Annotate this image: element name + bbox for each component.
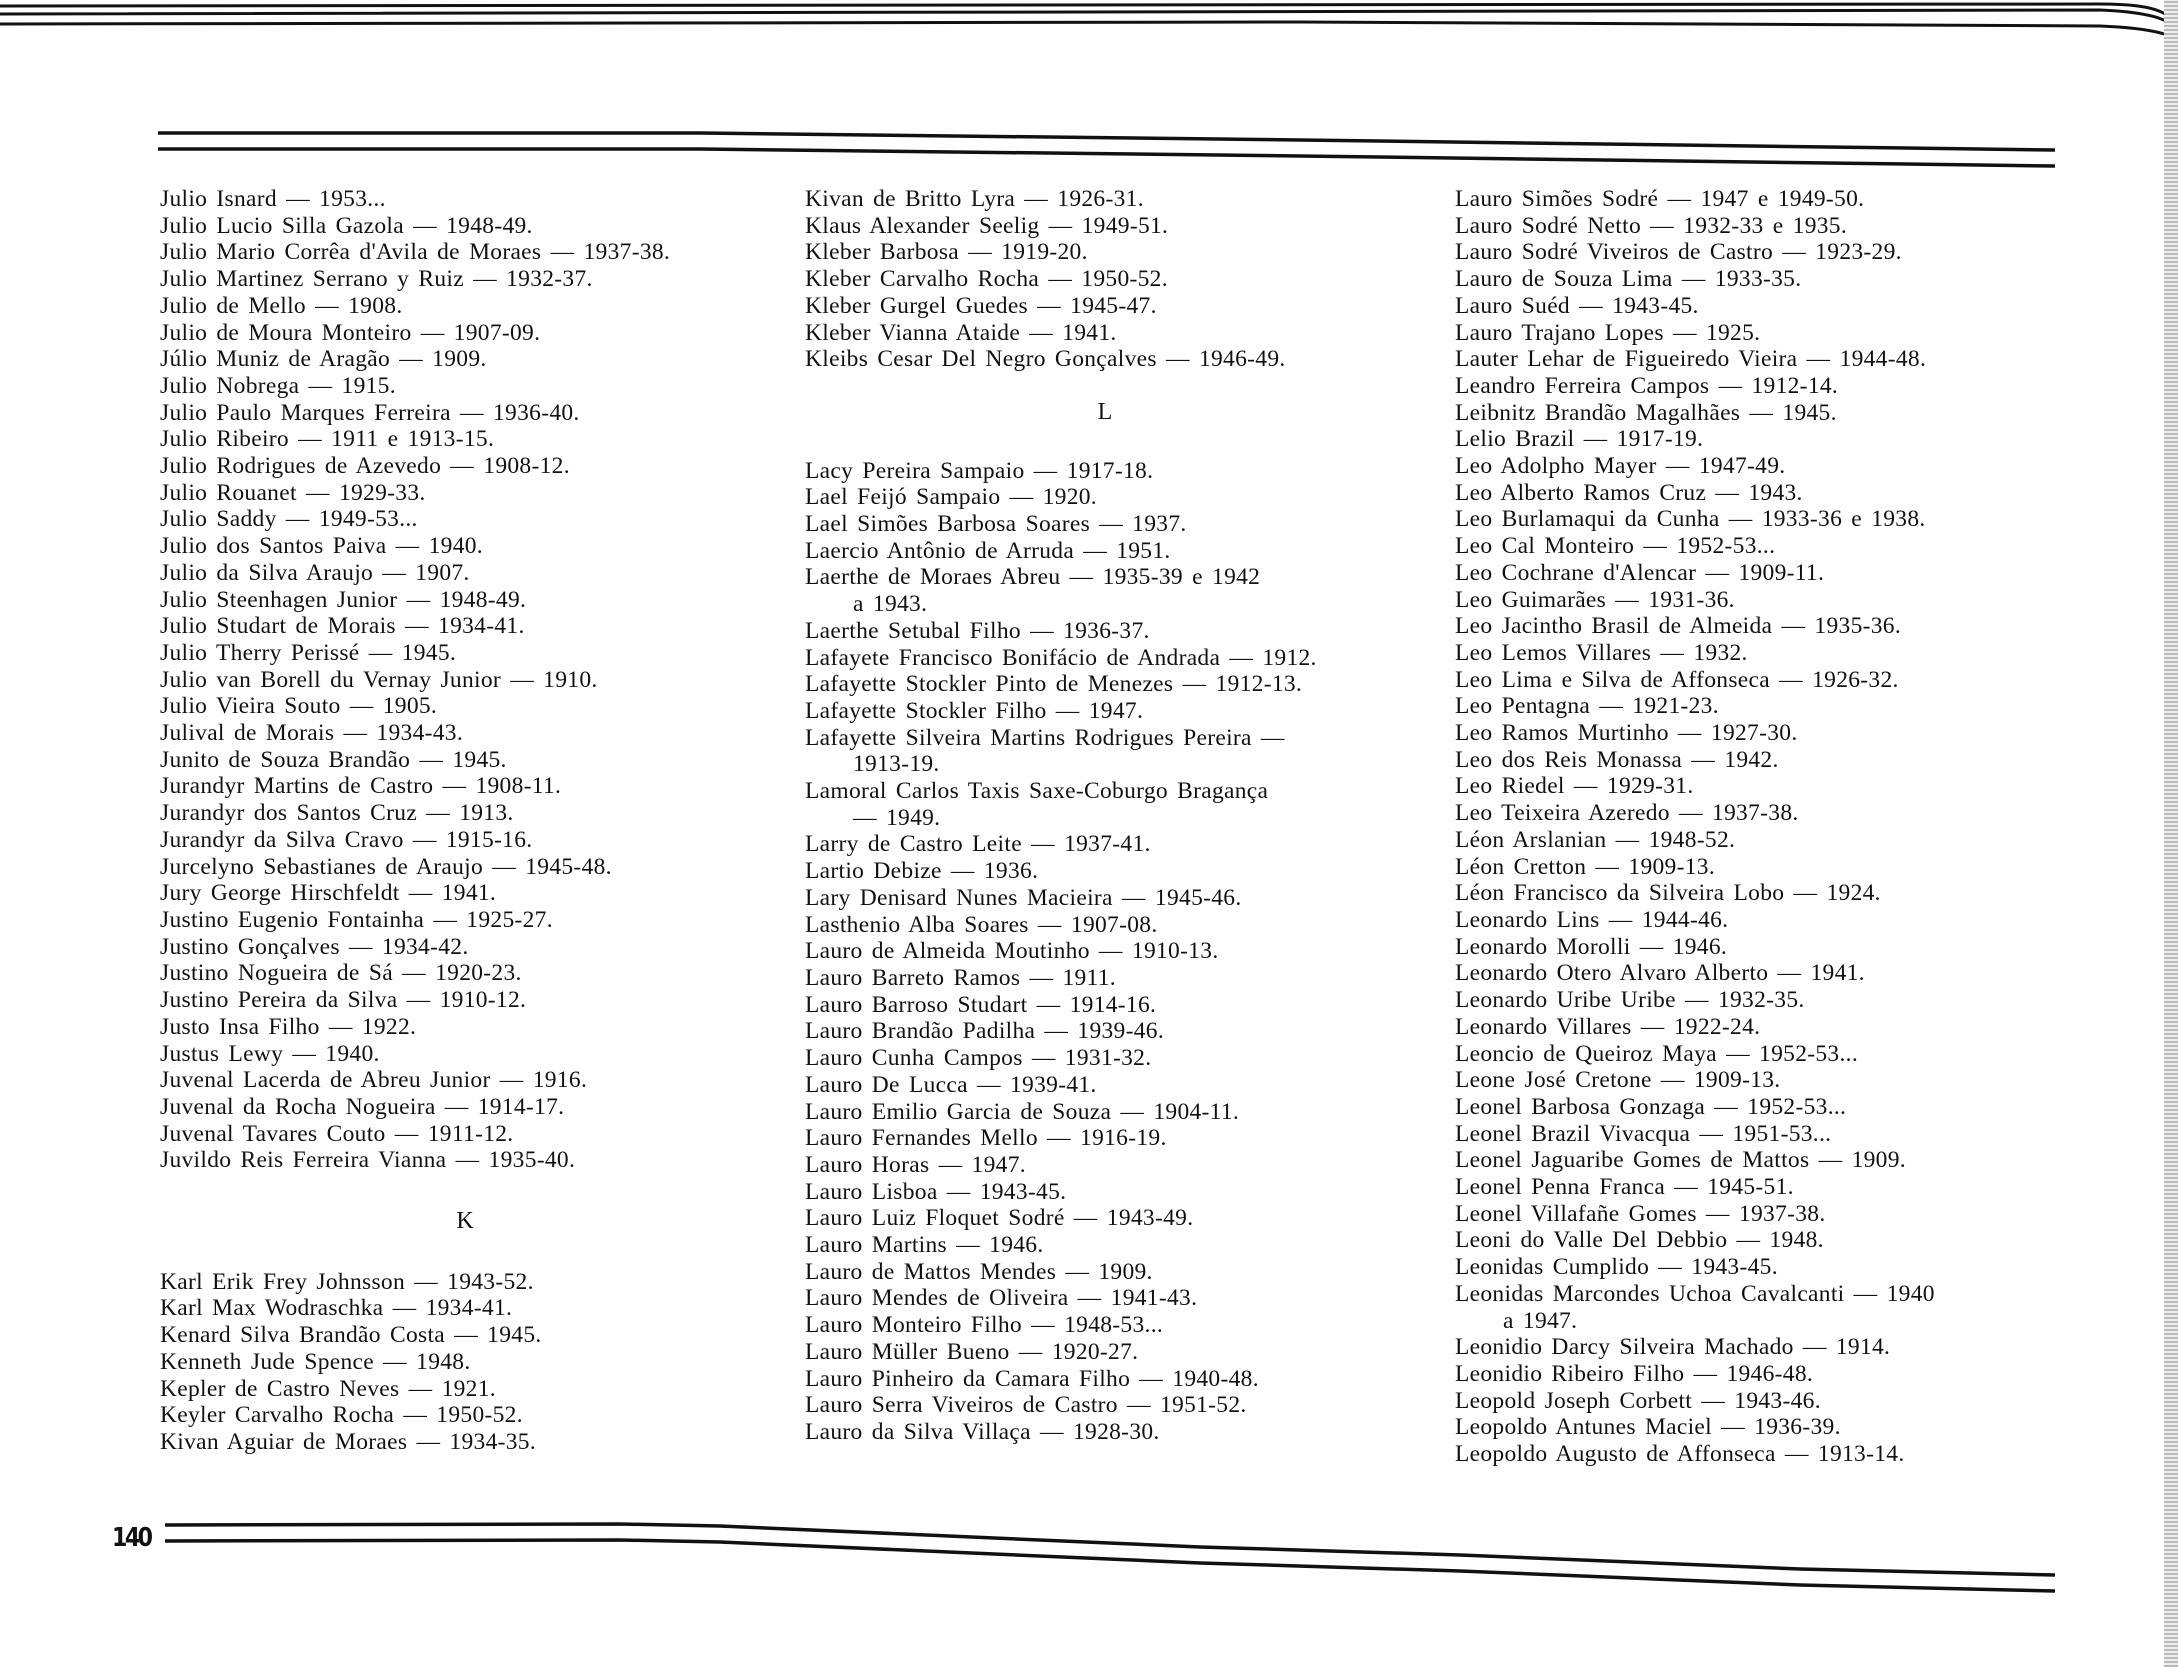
index-entry: Julival de Morais — 1934-43. (160, 720, 464, 747)
index-entry: Kleber Carvalho Rocha — 1950-52. (805, 266, 1168, 293)
index-entry: Lauro Monteiro Filho — 1948-53... (805, 1312, 1164, 1339)
entry-text: Leonidas Marcondes Uchoa Cavalcanti — 1940 (1455, 1280, 1935, 1307)
index-entry: Laercio Antônio de Arruda — 1951. (805, 537, 1171, 564)
index-entry: Leibnitz Brandão Magalhães — 1945. (1455, 399, 1837, 426)
index-entry: Lauro de Mattos Mendes — 1909. (805, 1258, 1153, 1285)
index-entry: Julio Studart de Morais — 1934-41. (160, 613, 525, 640)
entry-text: Lafayette Silveira Martins Rodrigues Pereira — (805, 724, 1285, 751)
index-entry: Leo Riedel — 1929-31. (1455, 773, 1694, 800)
index-entry: Leonardo Uribe Uribe — 1932-35. (1455, 987, 1805, 1014)
index-entry: Justo Insa Filho — 1922. (160, 1013, 417, 1040)
index-entry: Julio dos Santos Paiva — 1940. (160, 533, 483, 560)
index-entry: Julio Therry Perissé — 1945. (160, 639, 457, 666)
index-column-1 (160, 186, 770, 1456)
index-entry: Juvenal Tavares Couto — 1911-12. (160, 1120, 514, 1147)
index-entry: Julio van Borell du Vernay Junior — 1910. (160, 666, 598, 693)
index-entry: Leo Alberto Ramos Cruz — 1943. (1455, 479, 1803, 506)
index-entry: Leonel Villafañe Gomes — 1937-38. (1455, 1200, 1826, 1227)
index-entry: Lauro Luiz Floquet Sodré — 1943-49. (805, 1205, 1194, 1232)
index-entry: Lauro Brandão Padilha — 1939-46. (805, 1018, 1165, 1045)
index-entry: Leopold Joseph Corbett — 1943-46. (1455, 1387, 1821, 1414)
entry-continuation: 1913-19. (853, 751, 940, 778)
index-entry: Leo Adolpho Mayer — 1947-49. (1455, 453, 1786, 480)
index-entry: Juvenal Lacerda de Abreu Junior — 1916. (160, 1067, 588, 1094)
index-entry: Laerthe Setubal Filho — 1936-37. (805, 617, 1150, 644)
index-entry: Jury George Hirschfeldt — 1941. (160, 880, 497, 907)
index-entry: Leonel Barbosa Gonzaga — 1952-53... (1455, 1093, 1847, 1120)
index-entry: Leo Cal Monteiro — 1952-53... (1455, 533, 1776, 560)
index-entry: Lauro De Lucca — 1939-41. (805, 1071, 1097, 1098)
index-column-2 (805, 186, 1405, 1446)
index-entry: Kenard Silva Brandão Costa — 1945. (160, 1322, 542, 1349)
index-entry (805, 725, 1405, 778)
index-entry: Léon Cretton — 1909-13. (1455, 853, 1715, 880)
index-entry: Leandro Ferreira Campos — 1912-14. (1455, 372, 1839, 399)
entry-continuation: — 1949. (853, 804, 941, 831)
index-entry: Leoni do Valle Del Debbio — 1948. (1455, 1227, 1824, 1254)
index-entry: Lacy Pereira Sampaio — 1917-18. (805, 457, 1154, 484)
index-entry: Junito de Souza Brandão — 1945. (160, 746, 507, 773)
index-entry: Leo Pentagna — 1921-23. (1455, 693, 1719, 720)
entry-continuation: a 1947. (1503, 1307, 1578, 1334)
index-entry: Lauter Lehar de Figueiredo Vieira — 1944-48. (1455, 346, 1927, 373)
index-entry: Leo Teixeira Azeredo — 1937-38. (1455, 800, 1799, 827)
index-entry: Julio Martinez Serrano y Ruiz — 1932-37. (160, 266, 593, 293)
index-entry: Julio Steenhagen Junior — 1948-49. (160, 586, 527, 613)
index-entry: Lary Denisard Nunes Macieira — 1945-46. (805, 884, 1242, 911)
entry-continuation: a 1943. (853, 591, 928, 618)
index-entry: Leopoldo Augusto de Affonseca — 1913-14. (1455, 1441, 1905, 1468)
index-entry: Julio Mario Corrêa d'Avila de Moraes — 1937-38. (160, 239, 671, 266)
index-entry: Leopoldo Antunes Maciel — 1936-39. (1455, 1414, 1841, 1441)
index-entry: Lauro Serra Viveiros de Castro — 1951-52. (805, 1392, 1247, 1419)
index-entry: Lauro Pinheiro da Camara Filho — 1940-48. (805, 1365, 1259, 1392)
index-entry: Julio Nobrega — 1915. (160, 372, 396, 399)
index-entry: Leonel Jaguaribe Gomes de Mattos — 1909. (1455, 1147, 1906, 1174)
index-entry: Lelio Brazil — 1917-19. (1455, 426, 1704, 453)
entry-text: Laerthe de Moraes Abreu — 1935-39 e 1942 (805, 564, 1261, 591)
index-entry: Lafayette Stockler Pinto de Menezes — 1912-13. (805, 671, 1303, 698)
index-entry: Leonel Penna Franca — 1945-51. (1455, 1174, 1794, 1201)
index-entry: Lael Simões Barbosa Soares — 1937. (805, 511, 1187, 538)
index-entry: Julio Rodrigues de Azevedo — 1908-12. (160, 453, 570, 480)
index-entry: Lauro de Souza Lima — 1933-35. (1455, 266, 1802, 293)
index-entry: Leonardo Otero Alvaro Alberto — 1941. (1455, 960, 1865, 987)
index-entry: Lauro de Almeida Moutinho — 1910-13. (805, 938, 1219, 965)
index-entry: Leo Cochrane d'Alencar — 1909-11. (1455, 559, 1825, 586)
letter-heading: L (1097, 398, 1113, 425)
index-entry: Lauro Martins — 1946. (805, 1232, 1044, 1259)
index-entry: Leonardo Morolli — 1946. (1455, 933, 1728, 960)
index-entry: Juvildo Reis Ferreira Vianna — 1935-40. (160, 1147, 576, 1174)
index-entry: Leonel Brazil Vivacqua — 1951-53... (1455, 1120, 1832, 1147)
index-entry: Karl Erik Frey Johnsson — 1943-52. (160, 1268, 534, 1295)
index-entry: Karl Max Wodraschka — 1934-41. (160, 1295, 513, 1322)
index-entry: Justino Eugenio Fontainha — 1925-27. (160, 906, 553, 933)
index-entry: Lauro da Silva Villaça — 1928-30. (805, 1418, 1160, 1445)
index-entry: Julio Saddy — 1949-53... (160, 506, 418, 533)
index-entry: Leonardo Lins — 1944-46. (1455, 906, 1729, 933)
index-entry: Julio Rouanet — 1929-33. (160, 479, 426, 506)
index-entry: Leo Guimarães — 1931-36. (1455, 586, 1735, 613)
index-entry: Justus Lewy — 1940. (160, 1040, 380, 1067)
index-entry: Leo Ramos Murtinho — 1927-30. (1455, 720, 1798, 747)
header-double-rule (158, 133, 2055, 166)
index-entry: Keyler Carvalho Rocha — 1950-52. (160, 1402, 523, 1429)
index-entry: Lafayete Francisco Bonifácio de Andrada — 1912. (805, 644, 1317, 671)
index-entry: Lauro Fernandes Mello — 1916-19. (805, 1125, 1167, 1152)
index-entry: Justino Gonçalves — 1934-42. (160, 933, 469, 960)
index-entry: Lauro Cunha Campos — 1931-32. (805, 1045, 1152, 1072)
index-entry: Leonardo Villares — 1922-24. (1455, 1013, 1761, 1040)
index-entry: Lauro Sodré Netto — 1932-33 e 1935. (1455, 212, 1848, 239)
index-entry: Justino Pereira da Silva — 1910-12. (160, 987, 527, 1014)
index-entry: Leonidas Cumplido — 1943-45. (1455, 1254, 1778, 1281)
index-entry: Léon Francisco da Silveira Lobo — 1924. (1455, 880, 1881, 907)
index-column-3 (1455, 186, 2065, 1468)
index-entry: Juvenal da Rocha Nogueira — 1914-17. (160, 1093, 565, 1120)
index-entry: Lauro Lisboa — 1943-45. (805, 1178, 1067, 1205)
index-entry: Julio Paulo Marques Ferreira — 1936-40. (160, 399, 580, 426)
index-entry: Lauro Sodré Viveiros de Castro — 1923-29. (1455, 239, 1902, 266)
index-entry: Leo Burlamaqui da Cunha — 1933-36 e 1938. (1455, 506, 1926, 533)
top-edge-lines (0, 4, 2170, 36)
index-entry: Lauro Müller Bueno — 1920-27. (805, 1338, 1139, 1365)
index-entry: Julio Ribeiro — 1911 e 1913-15. (160, 426, 495, 453)
index-entry: Léon Arslanian — 1948-52. (1455, 826, 1736, 853)
page-number: 140 (112, 1523, 151, 1553)
footer-double-rule (165, 1524, 2055, 1591)
index-entry: Lael Feijó Sampaio — 1920. (805, 484, 1097, 511)
index-entry: Leo Lima e Silva de Affonseca — 1926-32. (1455, 666, 1899, 693)
index-entry (805, 564, 1405, 617)
index-entry: Julio de Moura Monteiro — 1907-09. (160, 319, 541, 346)
index-entry: Lauro Barroso Studart — 1914-16. (805, 991, 1157, 1018)
index-entry: Kivan Aguiar de Moraes — 1934-35. (160, 1428, 537, 1455)
index-entry: Lauro Emilio Garcia de Souza — 1904-11. (805, 1098, 1240, 1125)
index-entry: Leo dos Reis Monassa — 1942. (1455, 746, 1779, 773)
index-entry: Justino Nogueira de Sá — 1920-23. (160, 960, 522, 987)
index-entry: Klaus Alexander Seelig — 1949-51. (805, 212, 1169, 239)
index-entry: Julio de Mello — 1908. (160, 292, 403, 319)
index-entry: Julio Isnard — 1953... (160, 186, 386, 212)
index-entry: Jurandyr da Silva Cravo — 1915-16. (160, 826, 533, 853)
index-entry: Kleibs Cesar Del Negro Gonçalves — 1946-49. (805, 346, 1286, 373)
index-entry: Kivan de Britto Lyra — 1926-31. (805, 186, 1144, 212)
index-entry: Lauro Horas — 1947. (805, 1151, 1026, 1178)
entry-text: Lamoral Carlos Taxis Saxe-Coburgo Bragança (805, 778, 1269, 805)
index-entry: Leoncio de Queiroz Maya — 1952-53... (1455, 1040, 1858, 1067)
index-entry: Leone José Cretone — 1909-13. (1455, 1067, 1781, 1094)
index-entry: Lauro Mendes de Oliveira — 1941-43. (805, 1285, 1198, 1312)
index-entry: Jurandyr Martins de Castro — 1908-11. (160, 773, 562, 800)
index-entry: Jurcelyno Sebastianes de Araujo — 1945-48. (160, 853, 612, 880)
index-entry: Lauro Simões Sodré — 1947 e 1949-50. (1455, 186, 1865, 212)
index-entry (1455, 1281, 2065, 1334)
index-entry: Leonidio Ribeiro Filho — 1946-48. (1455, 1360, 1814, 1387)
index-entry: Julio da Silva Araujo — 1907. (160, 559, 470, 586)
index-entry: Larry de Castro Leite — 1937-41. (805, 831, 1151, 858)
index-entry: Kepler de Castro Neves — 1921. (160, 1375, 496, 1402)
index-entry: Júlio Muniz de Aragão — 1909. (160, 346, 487, 373)
index-entry: Jurandyr dos Santos Cruz — 1913. (160, 800, 514, 827)
index-entry: Leo Jacintho Brasil de Almeida — 1935-36. (1455, 613, 1902, 640)
letter-heading: K (456, 1208, 474, 1235)
index-entry: Lauro Trajano Lopes — 1925. (1455, 319, 1761, 346)
index-entry: Kleber Gurgel Guedes — 1945-47. (805, 292, 1157, 319)
index-entry: Julio Lucio Silla Gazola — 1948-49. (160, 212, 533, 239)
index-entry: Lartio Debize — 1936. (805, 858, 1039, 885)
index-entry: Leo Lemos Villares — 1932. (1455, 639, 1748, 666)
index-entry: Kleber Barbosa — 1919-20. (805, 239, 1088, 266)
index-entry: Leonidio Darcy Silveira Machado — 1914. (1455, 1334, 1891, 1361)
index-entry: Lauro Suéd — 1943-45. (1455, 292, 1699, 319)
index-entry: Kleber Vianna Ataide — 1941. (805, 319, 1117, 346)
index-entry: Kenneth Jude Spence — 1948. (160, 1348, 471, 1375)
index-entry: Lafayette Stockler Filho — 1947. (805, 697, 1144, 724)
page-binding-edge (2164, 0, 2178, 1667)
index-entry (805, 778, 1405, 831)
index-entry: Lauro Barreto Ramos — 1911. (805, 964, 1116, 991)
index-entry: Lasthenio Alba Soares — 1907-08. (805, 911, 1158, 938)
index-entry: Julio Vieira Souto — 1905. (160, 693, 438, 720)
